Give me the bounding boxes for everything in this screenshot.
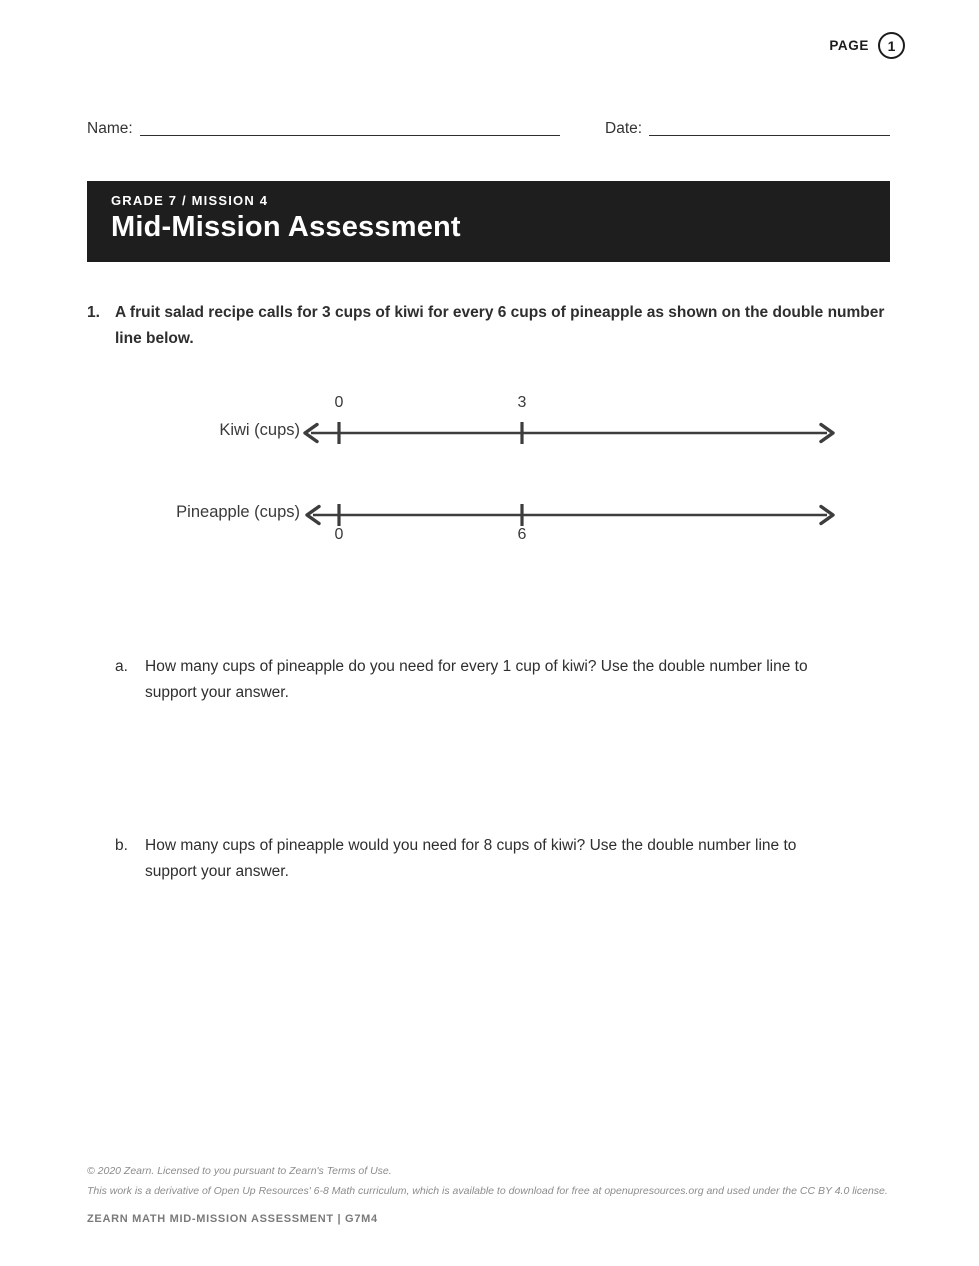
kiwi-axis-label: Kiwi (cups) bbox=[219, 421, 300, 439]
page-indicator bbox=[829, 32, 905, 59]
number-lines-svg bbox=[0, 390, 979, 565]
date-blank-line bbox=[649, 118, 890, 136]
banner-title: Mid-Mission Assessment bbox=[111, 211, 461, 243]
pineapple-tick-6: 6 bbox=[517, 526, 527, 543]
page-number-badge: 1 bbox=[878, 32, 905, 59]
double-number-line-figure bbox=[0, 390, 979, 565]
kiwi-tick-0: 0 bbox=[334, 394, 344, 411]
name-label: Name: bbox=[87, 120, 133, 137]
question-prompt: A fruit salad recipe calls for 3 cups of kiwi for every 6 cups of pineapple as shown on the double number line below. bbox=[115, 304, 885, 347]
footer-brand-line: ZEARN MATH MID-MISSION ASSESSMENT | G7M4 bbox=[87, 1213, 378, 1225]
date-field bbox=[605, 118, 890, 139]
question-1-part-a bbox=[115, 654, 848, 706]
part-text: How many cups of pineapple would you need for 8 cups of kiwi? Use the double number line to support your answer. bbox=[145, 837, 797, 880]
part-letter: b. bbox=[115, 837, 128, 854]
page-footer bbox=[87, 1161, 897, 1225]
name-field bbox=[87, 118, 560, 139]
kiwi-number-line bbox=[305, 422, 833, 444]
date-label: Date: bbox=[605, 120, 643, 137]
kiwi-tick-3: 3 bbox=[517, 394, 527, 411]
question-1-prompt-row bbox=[87, 300, 893, 352]
license-line: This work is a derivative of Open Up Resources' 6-8 Math curriculum, which is available to download for free at openupresources.org and used under the CC BY 4.0 license. bbox=[87, 1185, 888, 1197]
name-date-row bbox=[87, 118, 890, 139]
pineapple-axis-label: Pineapple (cups) bbox=[176, 503, 300, 521]
copyright-line: © 2020 Zearn. Licensed to you pursuant to Zearn's Terms of Use. bbox=[87, 1165, 392, 1177]
question-number: 1. bbox=[87, 304, 100, 321]
part-letter: a. bbox=[115, 658, 128, 675]
pineapple-number-line bbox=[307, 504, 833, 526]
name-blank-line bbox=[140, 118, 560, 136]
pineapple-tick-0: 0 bbox=[334, 526, 344, 543]
question-1 bbox=[87, 300, 893, 352]
banner-kicker: GRADE 7 / MISSION 4 bbox=[111, 193, 269, 208]
question-1-part-b bbox=[115, 833, 848, 885]
assessment-banner bbox=[87, 181, 890, 262]
page-label: PAGE bbox=[829, 38, 869, 53]
part-text: How many cups of pineapple do you need for every 1 cup of kiwi? Use the double number line to support your answer. bbox=[145, 658, 808, 701]
